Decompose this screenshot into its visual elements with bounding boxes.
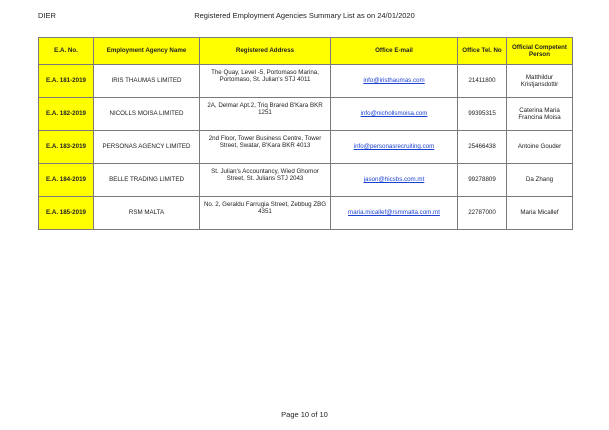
competent-person: Caterina Maria Francina Moisa — [507, 98, 573, 131]
agencies-table — [38, 37, 573, 230]
column-header-address: Registered Address — [200, 38, 331, 65]
ea-number: E.A. 185-2019 — [39, 197, 94, 230]
agency-address: No. 2, Geraldu Farrugia Street, Zebbug ZBG 4351 — [200, 197, 331, 230]
agency-tel: 99278809 — [458, 164, 507, 197]
agency-address: 2nd Floor, Tower Business Centre, Tower Street, Swatar, B'Kara BKR 4013 — [200, 131, 331, 164]
agency-name: RSM MALTA — [94, 197, 200, 230]
ea-number: E.A. 184-2019 — [39, 164, 94, 197]
header-left-label: DIER — [38, 11, 56, 20]
ea-number: E.A. 182-2019 — [39, 98, 94, 131]
agency-name: BELLE TRADING LIMITED — [94, 164, 200, 197]
page-number: Page 10 of 10 — [281, 410, 328, 419]
agency-email-link[interactable]: jason@hicsbs.com.mt — [331, 164, 458, 197]
ea-number: E.A. 181-2019 — [39, 65, 94, 98]
agency-tel: 25466438 — [458, 131, 507, 164]
table-row — [39, 98, 573, 131]
agency-name: NICOLLS MOISA LIMITED — [94, 98, 200, 131]
agency-email-link[interactable]: info@iristhaumas.com — [331, 65, 458, 98]
column-header-tel: Office Tel. No — [458, 38, 507, 65]
agency-address: St. Julian's Accountancy, Wied Ghomor Street, St. Julians STJ 2043 — [200, 164, 331, 197]
competent-person: Maria Micallef — [507, 197, 573, 230]
agency-tel: 22787000 — [458, 197, 507, 230]
column-header-ea-no: E.A. No. — [39, 38, 94, 65]
agency-email-link[interactable]: info@nichollsmoisa.com — [331, 98, 458, 131]
table-header-row — [39, 38, 573, 65]
table-row — [39, 131, 573, 164]
competent-person: Da Zhang — [507, 164, 573, 197]
table-row — [39, 197, 573, 230]
agency-tel: 99395315 — [458, 98, 507, 131]
agency-name: PERSONAS AGENCY LIMITED — [94, 131, 200, 164]
agency-email-link[interactable]: maria.micallef@rsmmalta.com.mt — [331, 197, 458, 230]
column-header-person: Official Competent Person — [507, 38, 573, 65]
agency-address: The Quay, Level -5, Portomaso Marina, Portomaso, St. Julian's STJ 4011 — [200, 65, 331, 98]
competent-person: Antoine Gouder — [507, 131, 573, 164]
agency-name: IRIS THAUMAS LIMITED — [94, 65, 200, 98]
agency-tel: 21411800 — [458, 65, 507, 98]
table-row — [39, 65, 573, 98]
competent-person: Matthildur Kristjansdottir — [507, 65, 573, 98]
column-header-agency-name: Employment Agency Name — [94, 38, 200, 65]
column-header-email: Office E-mail — [331, 38, 458, 65]
ea-number: E.A. 183-2019 — [39, 131, 94, 164]
page-title: Registered Employment Agencies Summary List as on 24/01/2020 — [194, 11, 415, 20]
table-row — [39, 164, 573, 197]
agency-email-link[interactable]: info@personasrecruiting.com — [331, 131, 458, 164]
agency-address: 2A, Delmar Apt.2, Triq Brared B'Kara BKR 1251 — [200, 98, 331, 131]
